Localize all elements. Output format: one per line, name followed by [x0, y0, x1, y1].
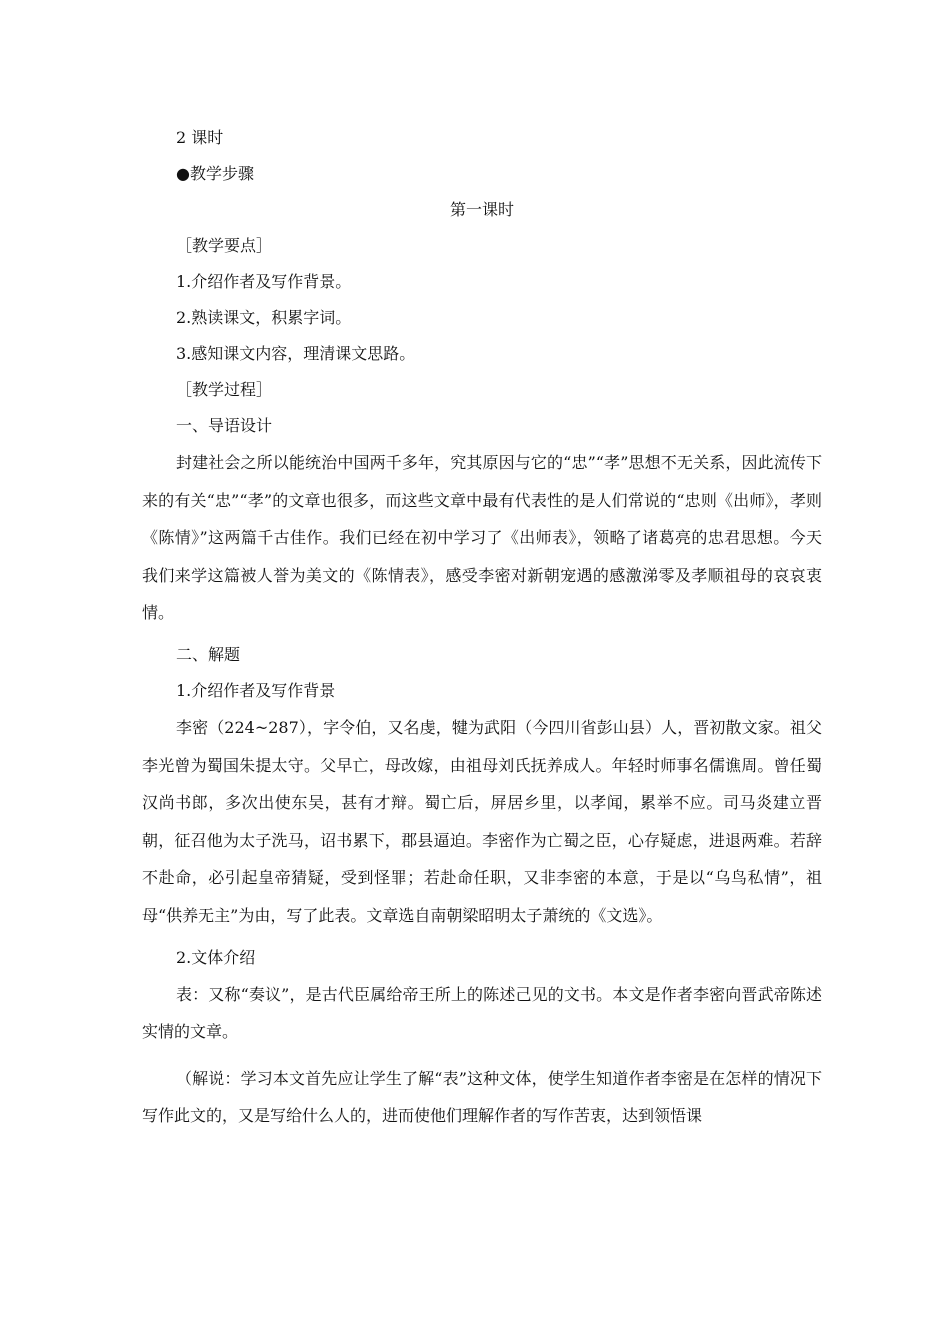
process-heading: ［教学过程］: [176, 380, 273, 399]
genre-paragraph: 表：又称“奏议”，是古代臣属给帝王所上的陈述己见的文书。本文是作者李密向晋武帝陈述实情的文章。: [142, 984, 822, 1042]
class-hours: 2 课时: [176, 128, 224, 147]
key-point-item: 3.感知课文内容，理清课文思路。: [176, 344, 416, 363]
key-points-heading: ［教学要点］: [176, 236, 273, 255]
subheading-author-background: 1.介绍作者及写作背景: [176, 680, 336, 700]
section-heading-intro: 一、导语设计: [176, 416, 273, 435]
lesson-title: 第一课时: [449, 200, 514, 219]
document-body: [142, 124, 822, 1144]
subheading-genre: 2.文体介绍: [176, 947, 256, 967]
key-point-item: 1.介绍作者及写作背景。: [176, 272, 352, 291]
note-paragraph: （解说：学习本文首先应让学生了解“表”这种文体，使学生知道作者李密是在怎样的情况下写作此文的，又是写给什么人的，进而使他们理解作者的写作苦衷，达到领悟课: [142, 1068, 822, 1126]
section-heading-title-explanation: 二、解题: [176, 644, 241, 664]
author-paragraph: 李密（224~287），字令伯，又名虔，犍为武阳（今四川省彭山县）人，晋初散文家。祖父李光曾为蜀国朱提太守。父早亡，母改嫁，由祖母刘氏抚养成人。年轻时师事名儒谯周。曾任蜀汉尚书郎，多次出使东吴，甚有才辩。蜀亡后，屏居乡里，以孝闻，累举不应。司马炎建立晋朝，征召他为太子洗马，诏书累下，郡县逼迫。李密作为亡蜀之臣，心存疑虑，进退两难。若辞不赴命，必引起皇帝猜疑，受到怪罪；若赴命任职，又非李密的本意，于是以“乌鸟私情”，祖母“供养无主”为由，写了此表。文章选自南朝梁昭明太子萧统的《文选》。: [142, 717, 822, 925]
teaching-steps-heading: ●教学步骤: [176, 164, 254, 183]
intro-paragraph: 封建社会之所以能统治中国两千多年，究其原因与它的“忠”“孝”思想不无关系，因此流传下来的有关“忠”“孝”的文章也很多，而这些文章中最有代表性的是人们常说的“忠则《出师》，孝则《陈情》”这两篇千古佳作。我们已经在初中学习了《出师表》，领略了诸葛亮的忠君思想。今天我们来学这篇被人誉为美文的《陈情表》，感受李密对新朝宠遇的感激涕零及孝顺祖母的哀哀衷情。: [142, 453, 822, 623]
key-point-item: 2.熟读课文，积累字词。: [176, 308, 352, 327]
